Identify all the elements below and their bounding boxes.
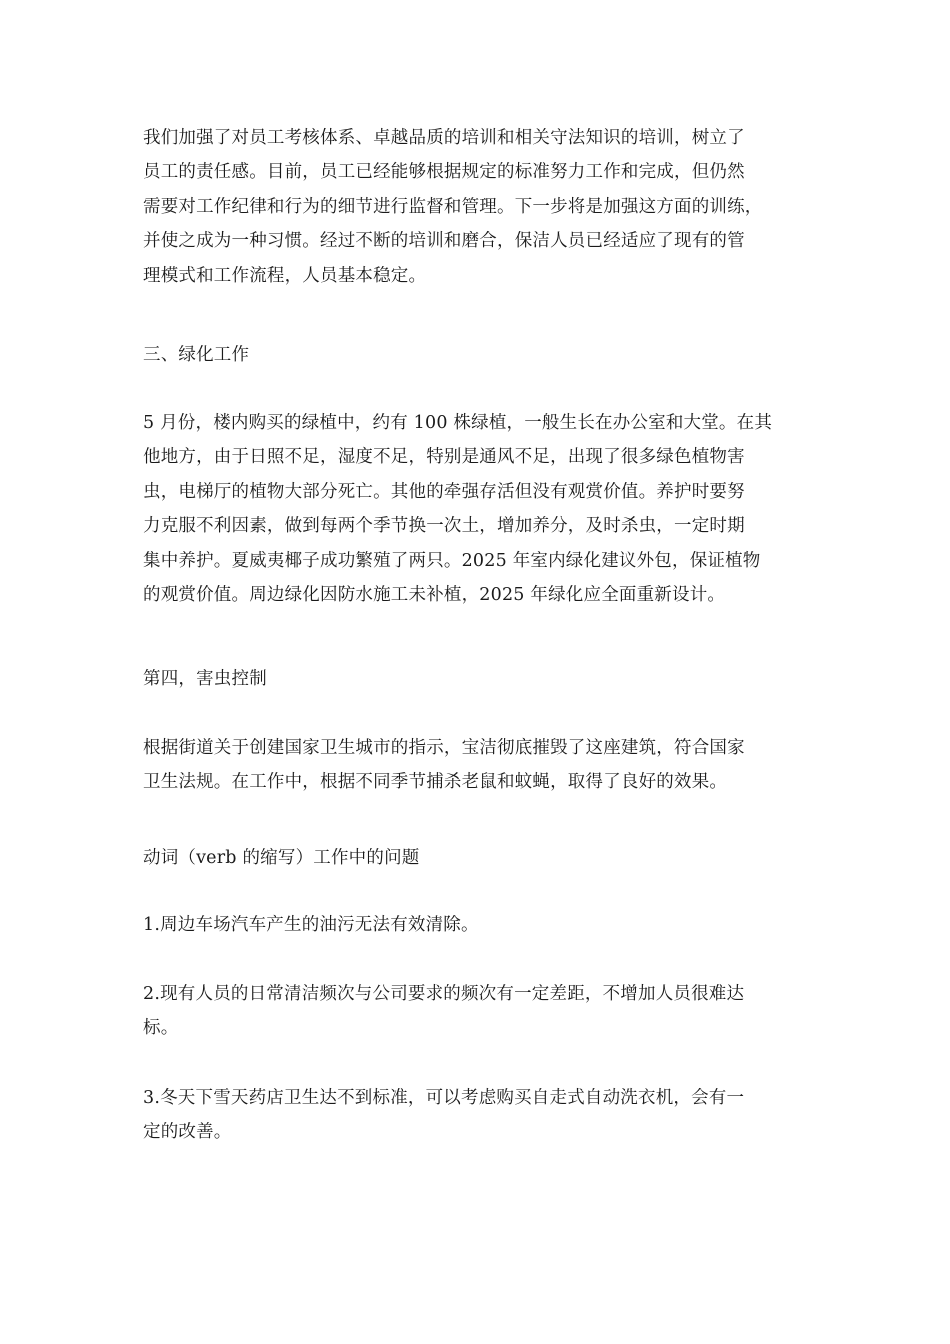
paragraph-pest-control: 根据街道关于创建国家卫生城市的指示，宝洁彻底摧毁了这座建筑，符合国家 卫生法规。在工作中，根据不同季节捕杀老鼠和蚊蝇，取得了良好的效果。: [143, 738, 745, 793]
section-heading-greening: 三、绿化工作: [143, 345, 250, 365]
paragraph-greening: 5 月份，楼内购买的绿植中，约有 100 株绿植，一般生长在办公室和大堂。在其 他地方，由于日照不足，湿度不足，特别是通风不足，出现了很多绿色植物害 虫，电梯厅的植物大部分死亡。其他的牵强存活但没有观赏价值。养护时要努 力克服不利因素，做到每两个季节换一次土，增加养分，及时杀虫，一定时期 集中养护。夏威夷椰子成功繁殖了两只。2025 年室内绿化建议外包，保证植物 的观赏价值。周边绿化因防水施工未补植，2025 年绿化应全面重新设计。: [143, 413, 773, 606]
list-item: 3.冬天下雪天药店卫生达不到标准，可以考虑购买自走式自动洗衣机，会有一 定的改善。: [143, 1088, 745, 1143]
paragraph-training: 我们加强了对员工考核体系、卓越品质的培训和相关守法知识的培训，树立了 员工的责任感。目前，员工已经能够根据规定的标准努力工作和完成，但仍然 需要对工作纪律和行为的细节进行监督和管理。下一步将是加强这方面的训练， 并使之成为一种习惯。经过不断的培训和磨合，保洁人员已经适应了现有的管 理模式和工作流程，人员基本稳定。: [143, 128, 763, 286]
list-item: 2.现有人员的日常清洁频次与公司要求的频次有一定差距，不增加人员很难达 标。: [143, 984, 745, 1039]
list-item: 1.周边车场汽车产生的油污无法有效清除。: [143, 915, 479, 935]
section-heading-pest-control: 第四，害虫控制: [143, 669, 267, 689]
section-heading-problems: 动词（verb 的缩写）工作中的问题: [143, 848, 420, 868]
